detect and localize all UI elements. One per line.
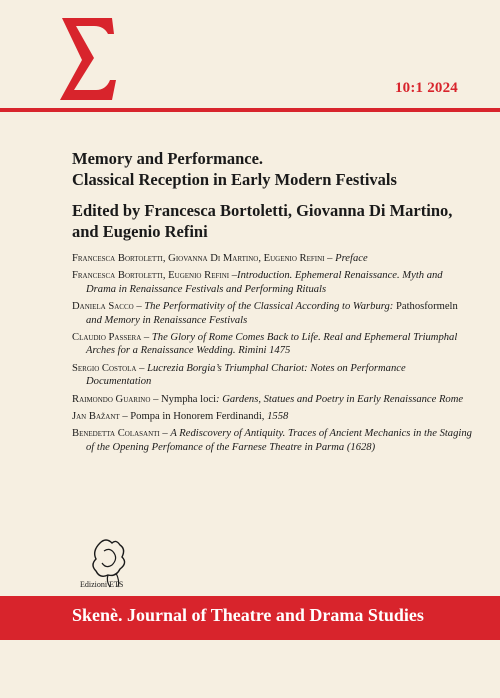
sigma-logo-icon <box>58 14 116 102</box>
header-rule <box>0 108 500 112</box>
cover-footer <box>0 640 500 698</box>
toc-entry: Francesca Bortoletti, Eugenio Refini –Introduction. Ephemeral Renaissance. Myth and Drama in Renaissance Festivals and Performing Rituals <box>72 270 443 295</box>
journal-title: Skenè. Journal of Theatre and Drama Studies <box>72 605 424 625</box>
table-of-contents <box>72 252 472 454</box>
toc-entry: Raimondo Guarino – Nympha loci: Gardens, Statues and Poetry in Early Renaissance Rome <box>72 393 464 405</box>
editors: Edited by Francesca Bortoletti, Giovanna Di Martino, and Eugenio Refini <box>72 201 453 241</box>
toc-entry: Claudio Passera – The Glory of Rome Comes Back to Life. Real and Ephemeral Triumphal Arches for a Renaissance Wedding. Rimini 1475 <box>72 332 458 357</box>
issue-number: 10:1 2024 <box>394 80 458 96</box>
toc-entry: Jan Bažant – Pompa in Honorem Ferdinandi, 1558 <box>72 411 289 423</box>
cover-content <box>72 148 472 458</box>
toc-entry: Sergio Costola – Lucrezia Borgia’s Triumphal Chariot: Notes on Performance Documentation <box>72 362 406 388</box>
toc-entry: Benedetta Colasanti – A Rediscovery of Antiquity. Traces of Ancient Mechanics in the Staging of the Opening Perfomance of the Farnese Theatre in Parma (1628) <box>72 428 472 453</box>
toc-entry: Francesca Bortoletti, Giovanna Di Martino, Eugenio Refini – Preface <box>72 253 368 264</box>
toc-entry: Daniela Sacco – The Performativity of the Classical According to Warburg: Pathosformeln and Memory in Renaissance Festivals <box>72 301 458 326</box>
publisher-name: Edizioni ETS <box>80 580 124 589</box>
issue-title: Memory and Performance. Classical Reception in Early Modern Festivals <box>72 149 397 189</box>
